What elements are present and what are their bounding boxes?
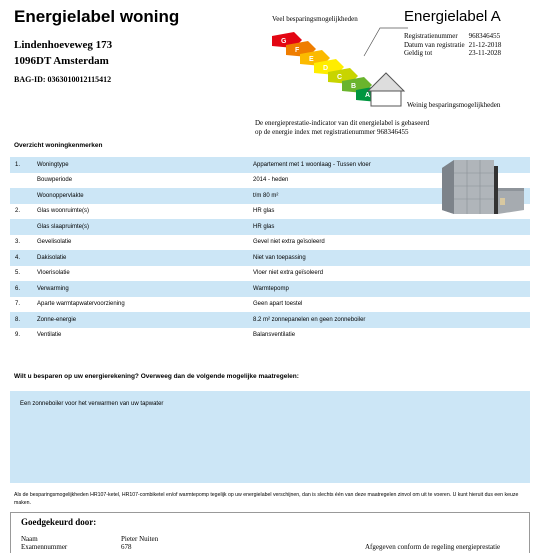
row-label: Zonne-energie xyxy=(37,316,77,323)
exam-number-label: Examennummer xyxy=(21,543,68,551)
table-row xyxy=(10,219,530,235)
conformity-statement: Afgegeven conform de regeling energieprestatie xyxy=(365,543,501,551)
scale-bottom-text: Weinig besparingsmogelijkheden xyxy=(407,101,501,109)
table-row xyxy=(10,250,530,266)
row-number: 5. xyxy=(15,270,21,277)
scale-letter: E xyxy=(309,56,314,63)
approval-title: Goedgekeurd door: xyxy=(21,517,97,527)
scale-letter: G xyxy=(281,38,287,45)
table-row xyxy=(10,297,530,313)
row-value: 8.2 m² zonnepanelen en geen zonneboiler xyxy=(253,316,366,323)
row-number: 6. xyxy=(15,285,21,292)
reg-key: Geldig tot xyxy=(404,49,433,57)
footnote: Als de besparingsmogelijkheden HR107-ketel, HR107-combiketel en/of warmtepomp tegelijk op uw energielabel verschijnen, dan is slechts één van deze maatregelen zinvol om uit te voeren. U kunt hieruit dus een keuze maken. xyxy=(14,492,519,506)
table-row xyxy=(10,328,530,344)
row-value: Balansventilatie xyxy=(253,332,296,339)
advice-item: Een zonneboiler voor het verwarmen van uw tapwater xyxy=(20,401,164,407)
scale-letter: D xyxy=(323,65,329,72)
row-number: 1. xyxy=(15,161,21,168)
label-note-line2: op de energie index met registratienummer 968346455 xyxy=(255,128,409,136)
scale-letter: C xyxy=(337,74,343,81)
house-icon xyxy=(368,73,404,106)
exam-number: 678 xyxy=(121,543,132,551)
row-value: Appartement met 1 woonlaag - Tussen vloer xyxy=(253,161,371,168)
reg-key: Datum van registratie xyxy=(404,40,465,49)
row-number: 9. xyxy=(15,332,21,339)
row-label: Ventilatie xyxy=(37,332,62,339)
row-value: Gevel niet extra geïsoleerd xyxy=(253,239,325,246)
apartment-building-icon xyxy=(440,158,526,216)
row-label: Woningtype xyxy=(37,161,69,168)
row-value: t/m 80 m² xyxy=(253,192,279,199)
reg-key: Registratienummer xyxy=(404,32,458,40)
row-label: Verwarming xyxy=(37,285,69,292)
address-street: Lindenhoeveweg 173 xyxy=(14,39,113,51)
approver-name: Pieter Nuiten xyxy=(121,535,159,543)
row-value: 2014 - heden xyxy=(253,177,289,184)
scale-letter: B xyxy=(351,83,357,90)
row-number: 2. xyxy=(15,208,21,215)
row-value: Warmtepomp xyxy=(253,285,289,292)
row-label: Vloerisolatie xyxy=(37,270,70,277)
label-connector-line xyxy=(360,20,410,60)
reg-value: 23-11-2028 xyxy=(468,49,502,57)
overview-heading: Overzicht woningkenmerken xyxy=(14,142,103,149)
row-value: Geen apart toestel xyxy=(253,301,303,308)
row-label: Woonoppervlakte xyxy=(37,192,84,199)
table-row xyxy=(10,281,530,297)
scale-letter: A xyxy=(365,92,371,99)
row-label: Glas slaapruimte(s) xyxy=(37,223,90,230)
row-label: Gevelisolatie xyxy=(37,239,72,246)
approver-name-label: Naam xyxy=(21,535,38,543)
energy-label-title: Energielabel A xyxy=(404,8,501,25)
row-number: 8. xyxy=(15,316,21,323)
table-row xyxy=(10,266,530,282)
label-note-line1: De energieprestatie-indicator van dit energielabel is gebaseerd xyxy=(255,119,430,127)
row-number: 7. xyxy=(15,301,21,308)
row-label: Dakisolatie xyxy=(37,254,67,261)
row-label: Aparte warmtapwatervoorziening xyxy=(37,301,125,308)
reg-value: 21-12-2018 xyxy=(468,40,502,49)
row-number: 3. xyxy=(15,239,21,246)
row-value: Vloer niet extra geïsoleerd xyxy=(253,270,324,277)
row-number: 4. xyxy=(15,254,21,261)
advice-box xyxy=(10,391,530,483)
scale-letter: F xyxy=(295,47,300,54)
address-city: 1096DT Amsterdam xyxy=(14,55,109,67)
row-label: Bouwperiode xyxy=(37,177,73,184)
advice-question: Wilt u besparen op uw energierekening? Overweeg dan de volgende mogelijke maatregelen: xyxy=(14,373,299,380)
row-value: HR glas xyxy=(253,223,275,230)
approval-section xyxy=(10,512,530,553)
scale-top-text: Veel besparingsmogelijkheden xyxy=(272,15,358,23)
row-value: Niet van toepassing xyxy=(253,254,306,261)
bag-id: BAG-ID: 0363010012115412 xyxy=(14,75,112,84)
row-value: HR glas xyxy=(253,208,275,215)
table-row xyxy=(10,235,530,251)
row-label: Glas woonruimte(s) xyxy=(37,208,90,215)
page-title: Energielabel woning xyxy=(14,7,180,26)
registration-table xyxy=(404,32,505,58)
table-row xyxy=(10,312,530,328)
reg-value: 968346455 xyxy=(468,32,501,40)
